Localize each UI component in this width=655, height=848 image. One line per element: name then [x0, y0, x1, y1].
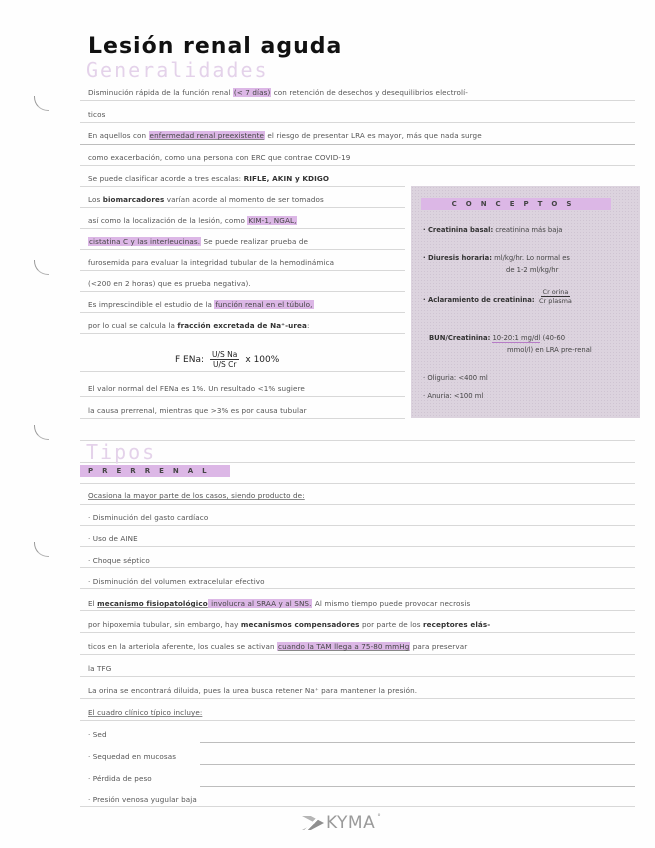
text-line	[88, 258, 334, 267]
logo-mark-icon	[302, 816, 324, 830]
text: así como la localización de la lesión, como	[88, 216, 248, 225]
ruled-line	[80, 291, 405, 292]
concept-highlight: 10-20:1 mg/dl	[492, 334, 541, 342]
text: como exacerbación, como una persona con ERC que contrae COVID-19	[88, 153, 351, 162]
ruled-line	[80, 144, 635, 145]
text-line: la TFG	[88, 664, 112, 673]
highlight: (< 7 días)	[233, 88, 271, 97]
ruled-line	[80, 207, 405, 208]
cause-item: · Choque séptico	[88, 556, 150, 565]
concept-item	[423, 226, 562, 234]
cause-item: · Disminución del volumen extracelular efectivo	[88, 577, 265, 586]
highlight: cuando la TAM llega a 75-80 mmHg	[278, 642, 410, 651]
concept-item	[429, 334, 565, 342]
ruled-line	[80, 588, 635, 589]
text-line	[88, 321, 309, 330]
text-line	[88, 174, 329, 183]
ruled-line	[80, 632, 635, 633]
text: el riesgo de presentar LRA es mayor, más que nada surge	[265, 131, 482, 140]
ruled-line	[80, 610, 635, 611]
text-line	[88, 153, 350, 162]
prerenal-banner: PRERRENAL	[80, 465, 230, 477]
ruled-line	[80, 440, 635, 441]
formula-suffix: x 100%	[245, 354, 280, 365]
cause-item: · Uso de AINE	[88, 534, 138, 543]
ruled-line	[80, 720, 635, 721]
ruled-line	[80, 186, 405, 187]
concept-item	[423, 374, 488, 382]
binder-hole-mark	[34, 96, 49, 111]
ruled-line	[80, 654, 635, 655]
section-heading-generalidades: Generalidades	[86, 58, 269, 82]
numerator: Cr orina	[542, 288, 569, 296]
text-line	[88, 88, 468, 97]
formula-fraction	[210, 350, 239, 369]
text: para preservar	[410, 642, 468, 651]
ruled-line	[80, 698, 635, 699]
text-line	[88, 599, 470, 608]
concept-text: (40-60	[540, 334, 566, 342]
text-line	[88, 279, 251, 288]
concept-label: · Oliguria:	[423, 374, 457, 382]
text-line: Ocasiona la mayor parte de los casos, siendo producto de:	[88, 491, 305, 500]
text-line	[88, 300, 314, 309]
text: por parte de los	[359, 620, 424, 629]
text-line: La orina se encontrará diluida, pues la urea busca retener Na⁺ para mantener la presión.	[88, 686, 418, 695]
highlight: KIM-1, NGAL,	[248, 216, 297, 225]
binder-hole-mark	[34, 425, 49, 440]
clinical-item: · Pérdida de peso	[88, 774, 152, 783]
ruled-line	[80, 249, 405, 250]
highlight: cistatina C y las interleucinas.	[89, 237, 201, 246]
text: ticos	[88, 110, 106, 119]
text: por hipoxemia tubular, sin embargo, hay	[88, 620, 241, 629]
text: por lo cual se calcula la	[88, 321, 178, 330]
clinical-item: · Sed	[88, 730, 107, 739]
ruled-line	[80, 371, 405, 372]
logo-registered-mark: °	[377, 813, 382, 821]
concepts-banner: CONCEPTOS	[421, 198, 611, 210]
text: Los	[88, 195, 103, 204]
ruled-line	[80, 676, 635, 677]
concept-item	[423, 254, 570, 262]
concept-fraction	[539, 288, 572, 305]
highlight: función renal en el túbulo,	[215, 300, 313, 309]
concept-item	[423, 392, 483, 400]
ruled-line	[200, 786, 635, 787]
text-line: la causa prerrenal, mientras que >3% es por causa tubular	[88, 406, 307, 415]
highlight: enfermedad renal preexistente	[149, 131, 265, 140]
text-line: El valor normal del FENa es 1%. Un resultado <1% sugiere	[88, 384, 305, 393]
concept-item	[423, 296, 535, 304]
kyma-logo	[302, 813, 381, 833]
concept-text: creatinina más baja	[493, 226, 563, 234]
text: Al mismo tiempo puede provocar necrosis	[312, 599, 471, 608]
text: varían acorde al momento de ser tomados	[164, 195, 324, 204]
ruled-line	[80, 546, 635, 547]
numerator: U/S Na	[212, 350, 238, 359]
ruled-line	[80, 270, 405, 271]
ruled-line	[80, 418, 405, 419]
concept-label: · Anuria:	[423, 392, 452, 400]
ruled-line	[80, 483, 635, 484]
ruled-line	[80, 228, 405, 229]
ruled-line	[80, 525, 635, 526]
ruled-line	[80, 333, 405, 334]
concept-label: · Creatinina basal:	[423, 226, 494, 234]
text: Se puede realizar prueba de	[201, 237, 309, 246]
ruled-line	[80, 462, 635, 463]
clinical-item: · Presión venosa yugular baja	[88, 795, 197, 804]
text: ticos en la arteriola aferente, los cuales se activan	[88, 642, 278, 651]
text-line	[88, 131, 482, 140]
concept-label: · Aclaramiento de creatinina:	[423, 296, 535, 304]
logo-text: KYMA	[326, 813, 376, 833]
text-line	[88, 237, 308, 246]
concept-item-continuation: mmol/l) en LRA pre-renal	[507, 346, 592, 354]
clinical-item: · Sequedad en mucosas	[88, 752, 177, 761]
bold-text: receptores elás-	[423, 620, 491, 629]
concept-label: · Diuresis horaria:	[423, 254, 492, 262]
bold-text: fracción excretada de Na⁺-urea	[177, 321, 307, 330]
binder-hole-mark	[34, 260, 49, 275]
ruled-line	[80, 122, 635, 123]
concept-item-continuation: de 1-2 ml/kg/hr	[506, 266, 559, 274]
bold-text: mecanismos compensadores	[240, 620, 360, 629]
text: El	[88, 599, 98, 608]
text-line	[88, 642, 467, 651]
section-heading-tipos: Tipos	[86, 440, 157, 464]
text: Disminución rápida de la función renal	[88, 88, 233, 97]
text: (<200 en 2 horas) que es prueba negativa).	[88, 279, 251, 288]
ruled-line	[80, 165, 635, 166]
text-line: El cuadro clínico típico incluye:	[88, 708, 203, 717]
cause-item: · Disminución del gasto cardíaco	[88, 513, 209, 522]
ruled-line	[80, 567, 635, 568]
text: Se puede clasificar acorde a tres escalas:	[88, 174, 244, 183]
concepts-box	[411, 186, 640, 418]
bold-text: mecanismo fisiopatológico	[97, 599, 208, 608]
text: :	[306, 321, 310, 330]
page-title: Lesión renal aguda	[88, 34, 343, 59]
ruled-line	[80, 504, 635, 505]
highlight: involucra al SRAA y al SNS.	[208, 599, 312, 608]
concept-text: <100 ml	[451, 392, 484, 400]
ruled-line	[200, 764, 635, 765]
concept-text: ml/kg/hr. Lo normal es	[491, 254, 570, 262]
text: Es imprescindible el estudio de la	[88, 300, 215, 309]
ruled-line	[80, 100, 635, 101]
binder-hole-mark	[34, 542, 49, 557]
denominator: U/S Cr	[212, 360, 237, 369]
ruled-line	[200, 742, 635, 743]
text-line	[88, 110, 105, 119]
ruled-line	[80, 396, 405, 397]
text: furosemida para evaluar la integridad tubular de la hemodinámica	[88, 258, 335, 267]
text-line	[88, 195, 324, 204]
text-line	[88, 216, 297, 225]
concept-text: <400 ml	[456, 374, 488, 382]
concept-label: BUN/Creatinina:	[429, 334, 491, 342]
text-line	[88, 620, 490, 629]
text: En aquellos con	[88, 131, 149, 140]
scales-list: RIFLE, AKIN y KDIGO	[243, 174, 330, 183]
bold-text: biomarcadores	[102, 195, 165, 204]
denominator: Cr plasma	[539, 297, 572, 305]
formula-label: F ENa:	[175, 354, 205, 365]
ruled-line	[80, 312, 405, 313]
ruled-line	[80, 806, 635, 807]
text: con retención de desechos y desequilibrios electrolí-	[271, 88, 468, 97]
fena-formula	[175, 350, 279, 369]
